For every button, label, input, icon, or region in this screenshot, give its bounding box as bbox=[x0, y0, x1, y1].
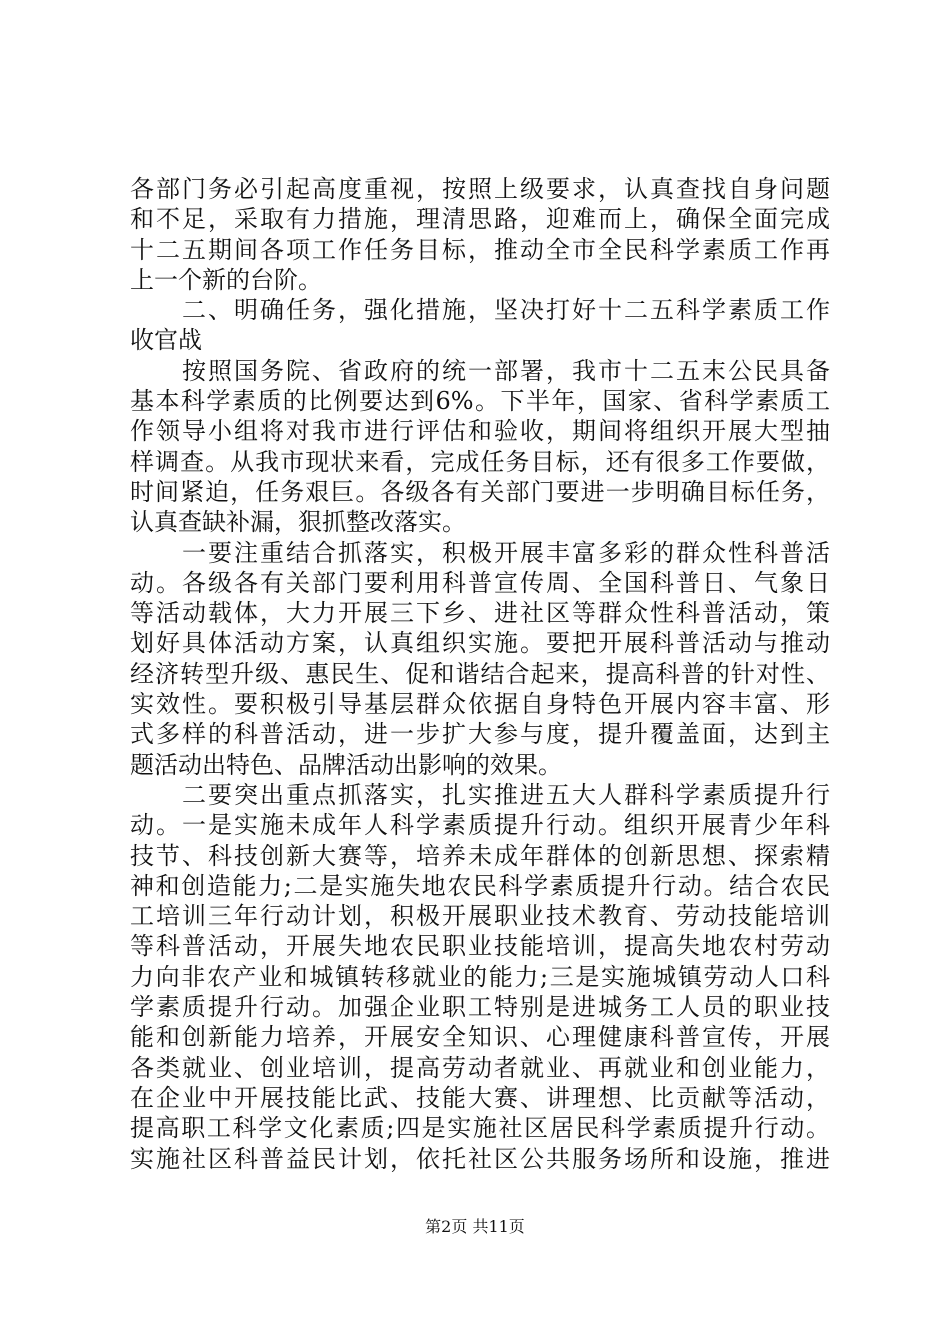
text-line: 划好具体活动方案，认真组织实施。要把开展科普活动与推动 bbox=[130, 629, 830, 658]
text-line: 能和创新能力培养，开展安全知识、心理健康科普宣传，开展 bbox=[130, 1023, 830, 1052]
text-line: 二、明确任务，强化措施，坚决打好十二五科学素质工作 bbox=[182, 296, 830, 325]
text-line: 学素质提升行动。加强企业职工特别是进城务工人员的职业技 bbox=[130, 993, 830, 1022]
text-line: 神和创造能力;二是实施失地农民科学素质提升行动。结合农民 bbox=[130, 871, 830, 900]
text-line: 实施社区科普益民计划，依托社区公共服务场所和设施，推进 bbox=[130, 1144, 830, 1173]
text-line: 实效性。要积极引导基层群众依据自身特色开展内容丰富、形 bbox=[130, 690, 830, 719]
text-line: 在企业中开展技能比武、技能大赛、讲理想、比贡献等活动， bbox=[130, 1083, 830, 1112]
text-line: 力向非农产业和城镇转移就业的能力;三是实施城镇劳动人口科 bbox=[130, 962, 830, 991]
text-line: 动。一是实施未成年人科学素质提升行动。组织开展青少年科 bbox=[130, 811, 830, 840]
text-line: 样调查。从我市现状来看，完成任务目标，还有很多工作要做， bbox=[130, 447, 830, 476]
document-body bbox=[130, 174, 830, 1174]
text-line: 十二五期间各项工作任务目标，推动全市全民科学素质工作再 bbox=[130, 235, 830, 264]
text-line: 收官战 bbox=[130, 326, 202, 355]
text-line: 各部门务必引起高度重视，按照上级要求，认真查找自身问题 bbox=[130, 175, 830, 203]
text-line: 等活动载体，大力开展三下乡、进社区等群众性科普活动，策 bbox=[130, 599, 830, 628]
text-line: 时间紧迫，任务艰巨。各级各有关部门要进一步明确目标任务， bbox=[130, 477, 830, 506]
text-line: 工培训三年行动计划，积极开展职业技术教育、劳动技能培训 bbox=[130, 902, 830, 931]
text-line: 动。各级各有关部门要利用科普宣传周、全国科普日、气象日 bbox=[130, 568, 830, 597]
text-line: 各类就业、创业培训，提高劳动者就业、再就业和创业能力， bbox=[130, 1053, 830, 1082]
text-line: 经济转型升级、惠民生、促和谐结合起来，提高科普的针对性、 bbox=[130, 659, 830, 688]
text-line: 作领导小组将对我市进行评估和验收，期间将组织开展大型抽 bbox=[130, 417, 830, 446]
text-line: 技节、科技创新大赛等，培养未成年群体的创新思想、探索精 bbox=[130, 841, 830, 870]
text-line: 题活动出特色、品牌活动出影响的效果。 bbox=[130, 750, 562, 779]
text-line: 二要突出重点抓落实，扎实推进五大人群科学素质提升行 bbox=[182, 780, 830, 809]
page-number-footer: 第2页 共11页 bbox=[425, 1217, 525, 1236]
text-line: 按照国务院、省政府的统一部署，我市十二五末公民具备 bbox=[182, 356, 830, 385]
text-line: 提高职工科学文化素质;四是实施社区居民科学素质提升行动。 bbox=[130, 1114, 830, 1143]
text-line: 式多样的科普活动，进一步扩大参与度，提升覆盖面，达到主 bbox=[130, 720, 830, 749]
text-line: 等科普活动，开展失地农民职业技能培训，提高失地农村劳动 bbox=[130, 932, 830, 961]
text-line: 上一个新的台阶。 bbox=[130, 265, 322, 294]
text-line: 认真查缺补漏，狠抓整改落实。 bbox=[130, 508, 466, 537]
text-line: 一要注重结合抓落实，积极开展丰富多彩的群众性科普活 bbox=[182, 538, 830, 567]
text-line: 和不足，采取有力措施，理清思路，迎难而上，确保全面完成 bbox=[130, 205, 830, 234]
text-line: 基本科学素质的比例要达到6%。下半年，国家、省科学素质工 bbox=[130, 387, 830, 416]
